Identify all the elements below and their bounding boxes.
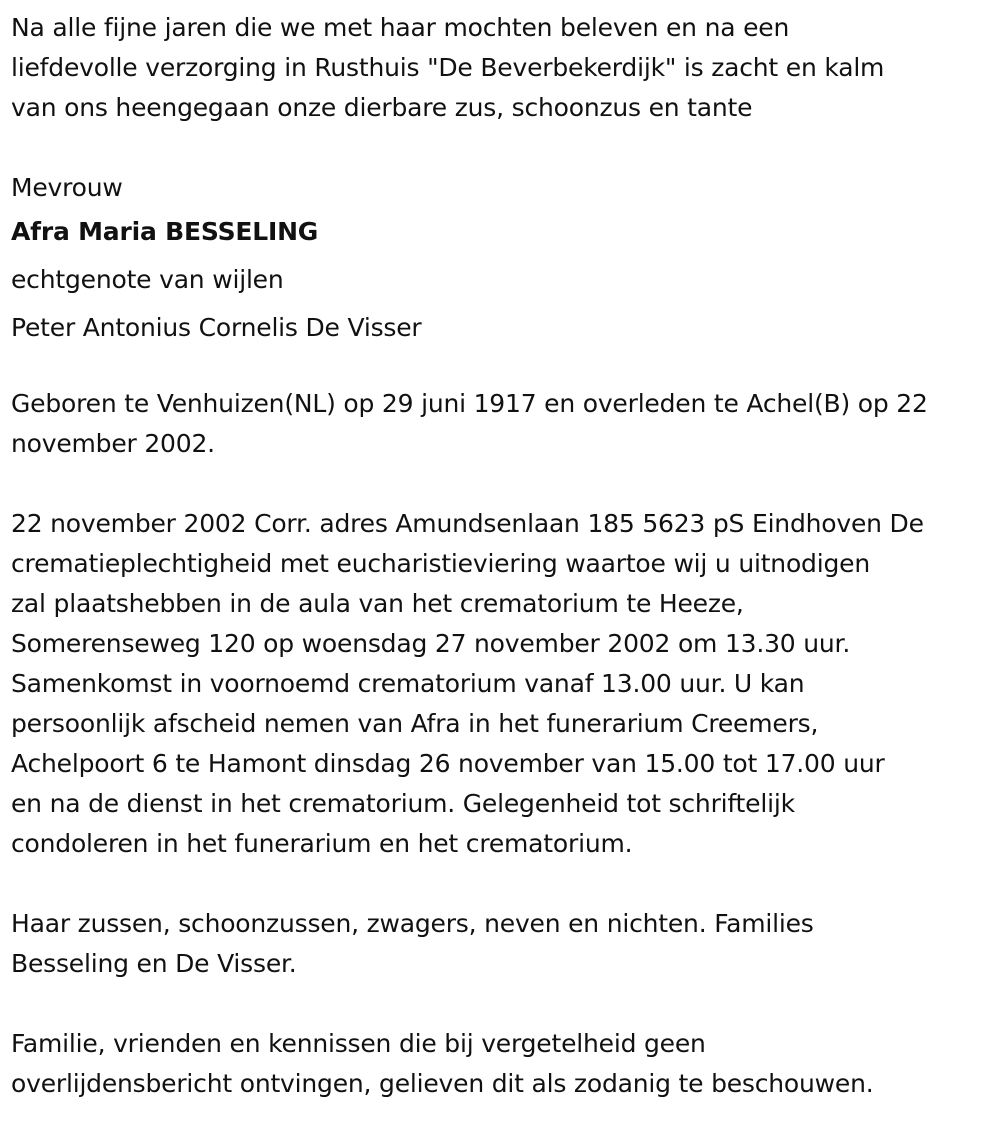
birth-death-paragraph: Geboren te Venhuizen(NL) op 29 juni 1917 en overleden te Achel(B) op 22 november 2002. bbox=[11, 389, 928, 458]
spouse-prefix: echtgenote van wijlen bbox=[11, 265, 284, 294]
closing-paragraph: Familie, vrienden en kennissen die bij vergetelheid geen overlijdensbericht ontvingen, gelieven dit als zodanig te beschouwen. bbox=[11, 1029, 874, 1098]
deceased-name: Afra Maria BESSELING bbox=[11, 217, 319, 246]
ceremony-details-paragraph: 22 november 2002 Corr. adres Amundsenlaan 185 5623 pS Eindhoven De crematieplechtigheid met eucharistieviering waartoe wij u uitnodigen zal plaatshebben in de aula van het crematorium te Heeze, Somerenseweg 120 op woensdag 27 november 2002 om 13.30 uur. Samenkomst in voornoemd crematorium vanaf 13.00 uur. U kan persoonlijk afscheid nemen van Afra in het funerarium Creemers, Achelpoort 6 te Hamont dinsdag 26 november van 15.00 tot 17.00 uur en na de dienst in het crematorium. Gelegenheid tot schriftelijk condoleren in het funerarium en het crematorium. bbox=[11, 509, 924, 858]
spacer bbox=[11, 984, 1000, 1024]
spouse-name: Peter Antonius Cornelis De Visser bbox=[11, 313, 422, 342]
family-paragraph: Haar zussen, schoonzussen, zwagers, neven en nichten. Families Besseling en De Visser. bbox=[11, 909, 814, 978]
spacer bbox=[11, 464, 1000, 504]
salutation: Mevrouw bbox=[11, 173, 123, 202]
spacer bbox=[11, 864, 1000, 904]
spacer bbox=[11, 352, 1000, 384]
intro-paragraph: Na alle fijne jaren die we met haar mochten beleven en na een liefdevolle verzorging in Rusthuis "De Beverbekerdijk" is zacht en kalm van ons heengegaan onze dierbare zus, schoonzus en tante bbox=[11, 13, 885, 122]
spacer bbox=[11, 128, 1000, 168]
